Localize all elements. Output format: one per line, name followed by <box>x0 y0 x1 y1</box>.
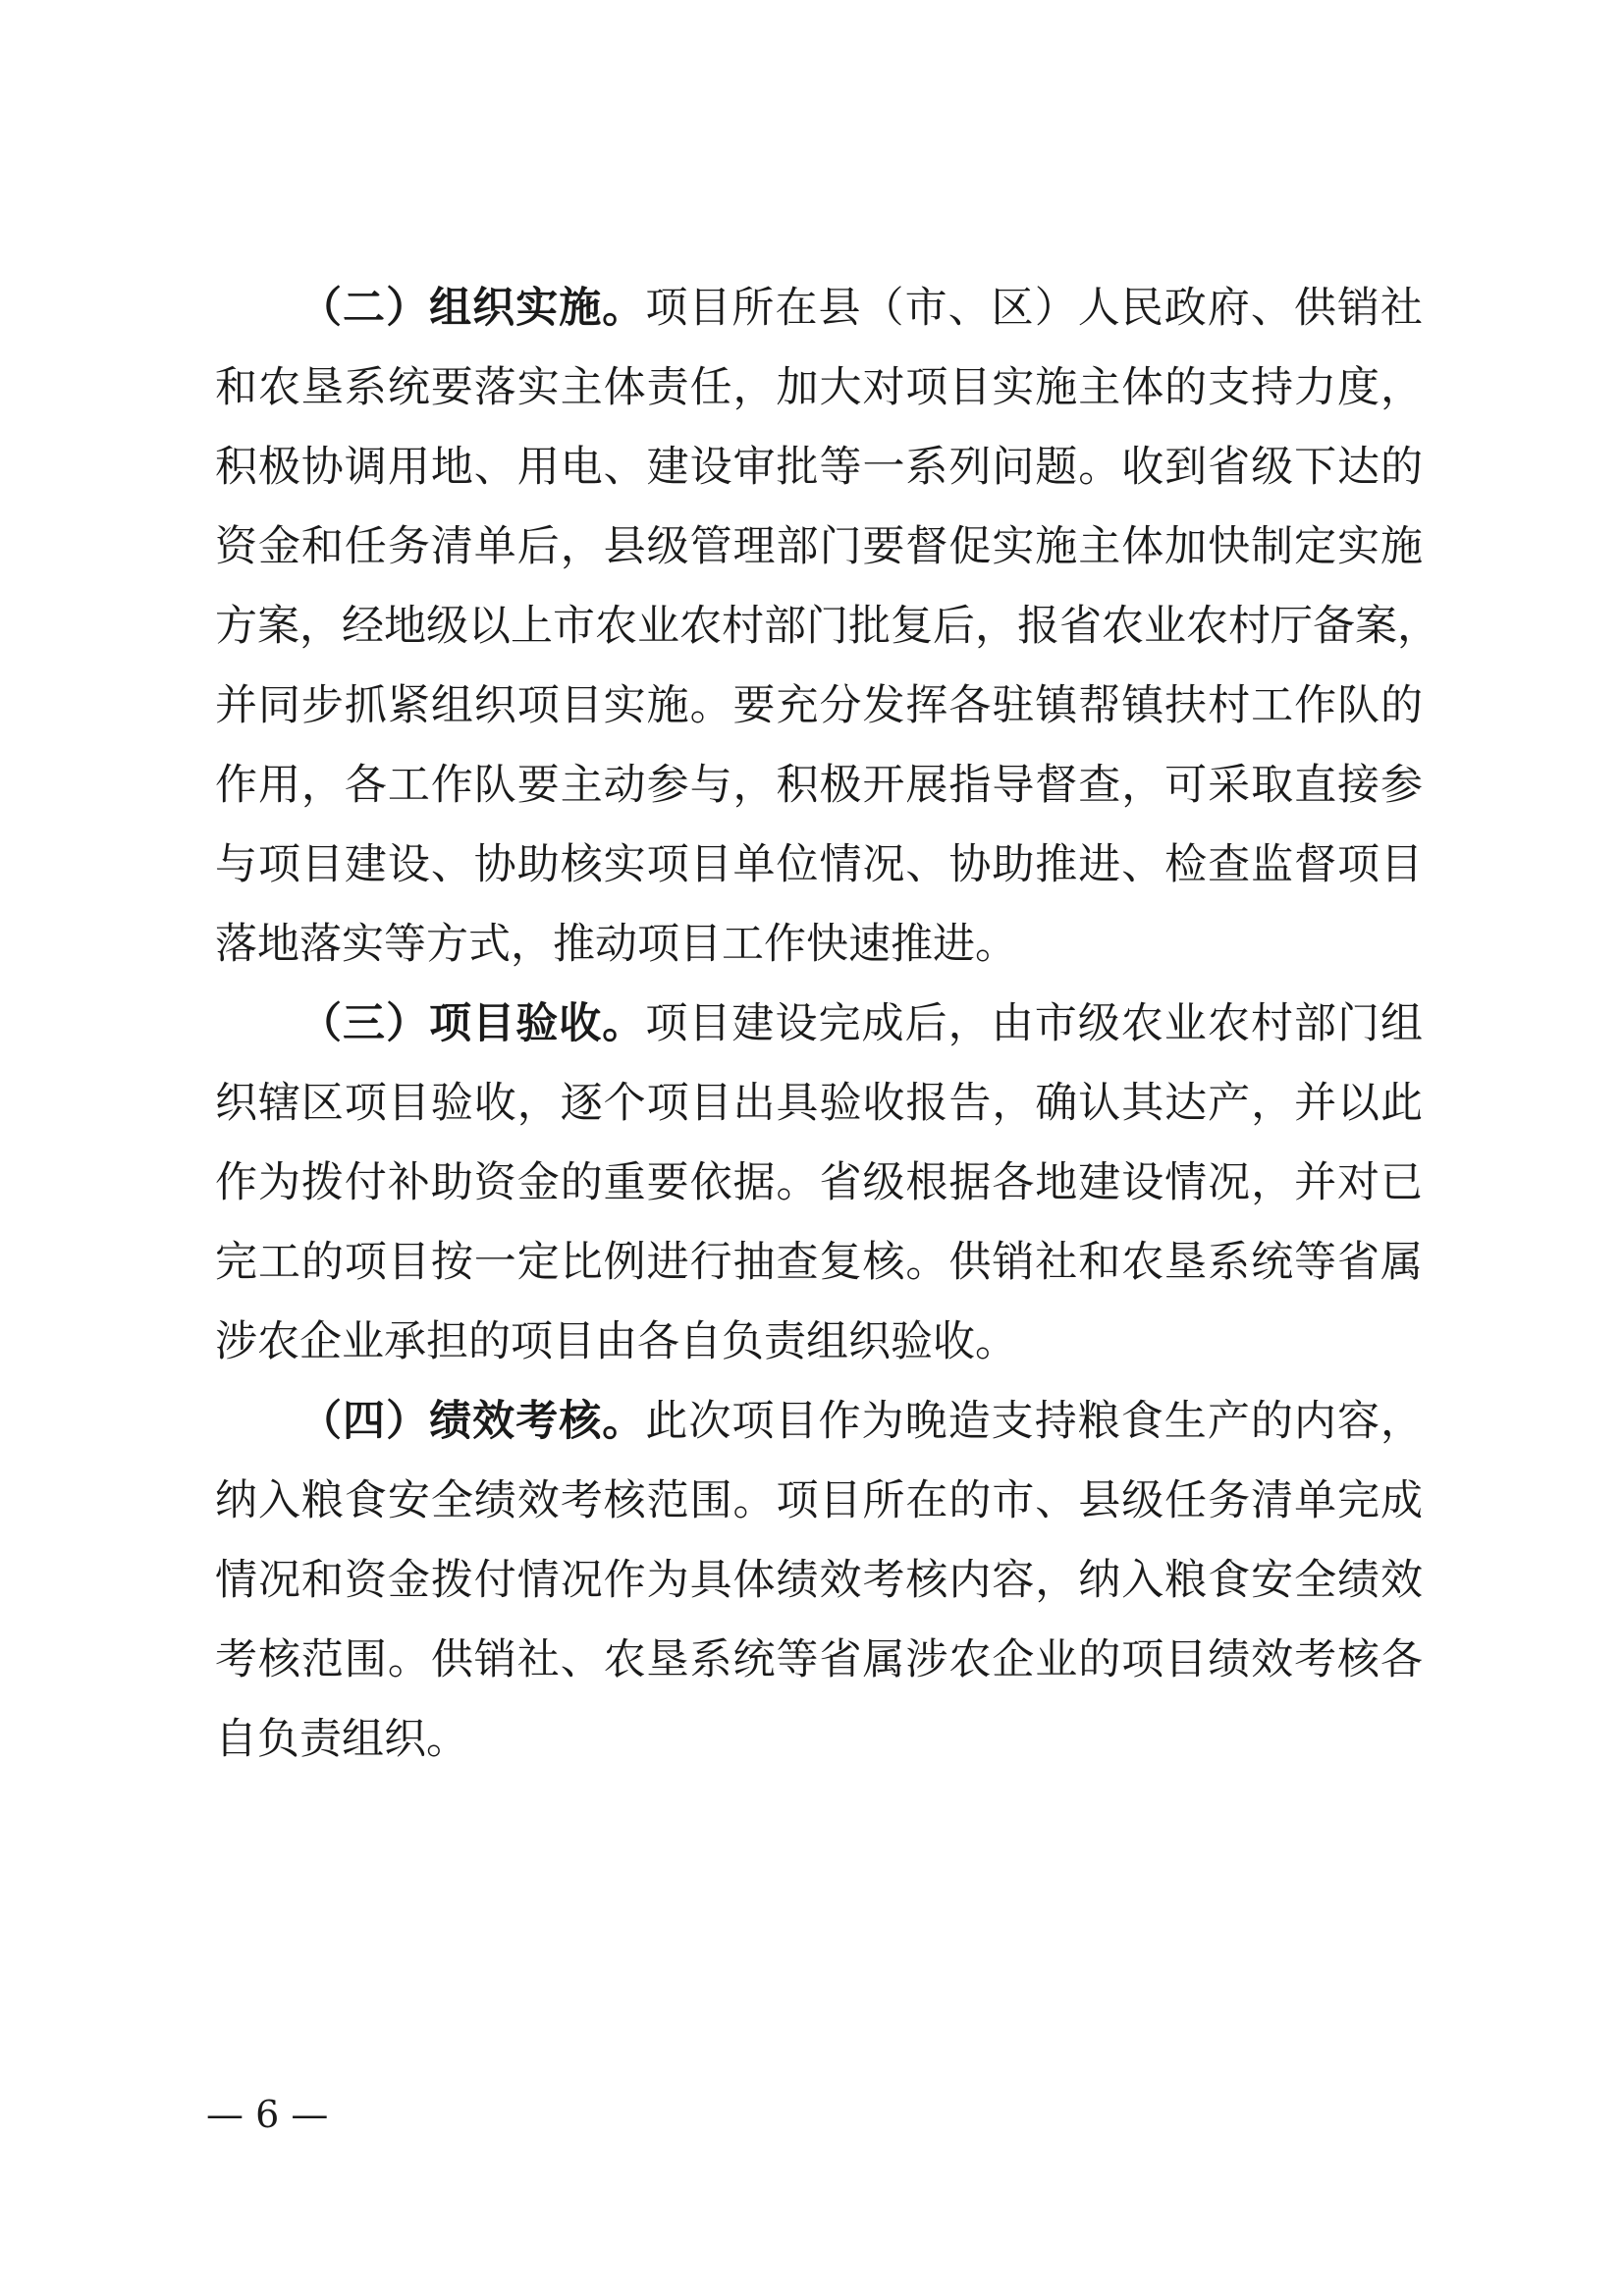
section-heading: （四）绩效考核。 <box>299 1397 646 1446</box>
text-line: 落地落实等方式，推动项目工作快速推进。 <box>215 920 1017 969</box>
text-line: 完工的项目按一定比例进行抽查复核。供销社和农垦系统等省属 <box>215 1238 1423 1287</box>
text-line: 积极协调用地、用电、建设审批等一系列问题。收到省级下达的 <box>215 443 1423 492</box>
text-line: 考核范围。供销社、农垦系统等省属涉农企业的项目绩效考核各 <box>215 1635 1423 1684</box>
text-line: 作为拨付补助资金的重要依据。省级根据各地建设情况，并对已 <box>215 1158 1423 1207</box>
text-line: 此次项目作为晚造支持粮食生产的内容， <box>645 1397 1424 1446</box>
paragraph-project-acceptance <box>215 985 1423 1382</box>
document-body <box>215 269 1439 1780</box>
text-line: 资金和任务清单后，县级管理部门要督促实施主体加快制定实施 <box>215 522 1423 571</box>
text-line: 并同步抓紧组织项目实施。要充分发挥各驻镇帮镇扶村工作队的 <box>215 681 1423 730</box>
text-line: 项目所在县（市、区）人民政府、供销社 <box>645 284 1424 333</box>
text-line: 项目建设完成后，由市级农业农村部门组 <box>645 999 1424 1048</box>
text-line: 纳入粮食安全绩效考核范围。项目所在的市、县级任务清单完成 <box>215 1476 1423 1525</box>
text-line: 情况和资金拨付情况作为具体绩效考核内容，纳入粮食安全绩效 <box>215 1556 1423 1605</box>
text-line: 自负责组织。 <box>215 1715 468 1764</box>
section-heading: （三）项目验收。 <box>299 999 646 1048</box>
paragraph-performance-assessment <box>215 1382 1423 1780</box>
section-heading: （二）组织实施。 <box>299 284 646 333</box>
paragraph-first-line <box>215 1382 1423 1462</box>
paragraph-organize-implementation <box>215 269 1439 985</box>
paragraph-first-line <box>215 269 1423 348</box>
page-number: — 6 — <box>206 2093 329 2136</box>
text-line: 方案，经地级以上市农业农村部门批复后，报省农业农村厅备案， <box>215 602 1439 651</box>
text-line: 织辖区项目验收，逐个项目出具验收报告，确认其达产，并以此 <box>215 1079 1423 1128</box>
text-line: 涉农企业承担的项目由各自负责组织验收。 <box>215 1317 1017 1366</box>
text-line: 和农垦系统要落实主体责任，加大对项目实施主体的支持力度， <box>215 363 1423 412</box>
text-line: 作用，各工作队要主动参与，积极开展指导督查，可采取直接参 <box>215 761 1423 810</box>
paragraph-first-line <box>215 985 1423 1064</box>
text-line: 与项目建设、协助核实项目单位情况、协助推进、检查监督项目 <box>215 840 1423 889</box>
